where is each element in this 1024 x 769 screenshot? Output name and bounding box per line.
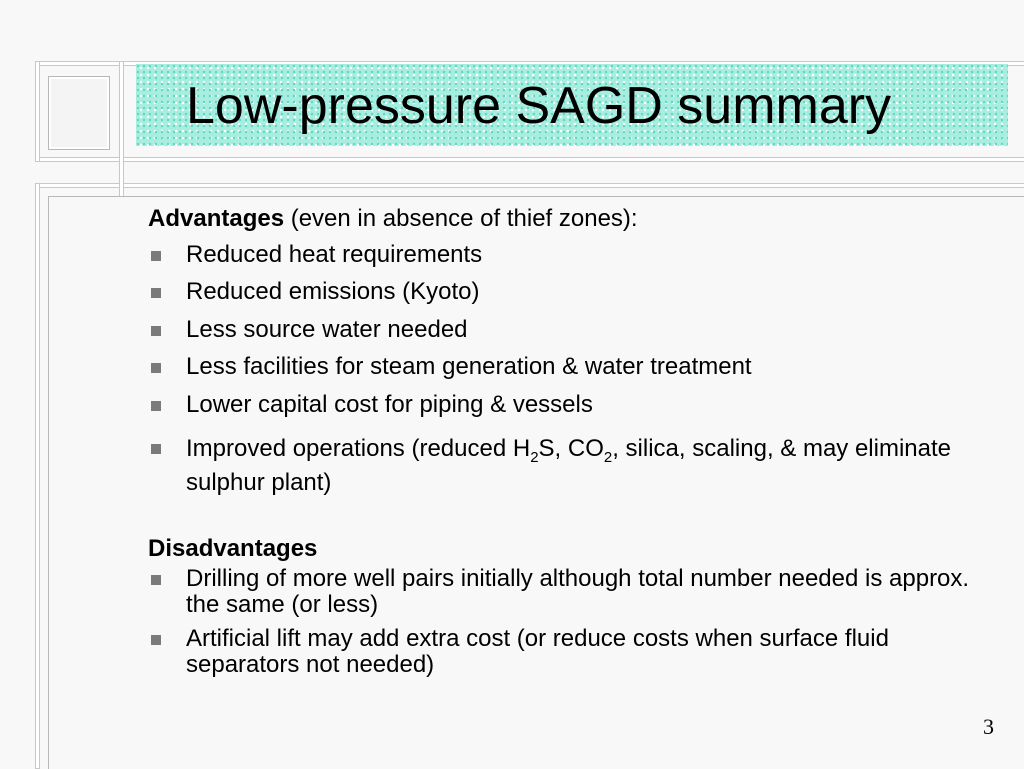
square-bullet-icon [151,251,161,261]
square-bullet-icon [151,363,161,373]
list-item [148,317,1008,343]
frame-line-outer-left [36,62,39,161]
page-number: 3 [983,714,994,739]
disadvantage-text: Drilling of more well pairs initially although total number needed is approx. the same (or less) [186,564,970,618]
frame-line-content-top [36,184,1024,187]
list-item [148,432,1008,500]
slide-title: Low-pressure SAGD summary [186,77,892,135]
subscript-2: 2 [603,448,613,466]
improved-ops-text-2: S, CO [538,434,604,462]
advantage-text: Reduced emissions (Kyoto) [186,278,480,305]
disadvantages-label: Disadvantages [148,534,318,562]
square-bullet-icon [151,444,161,454]
advantage-text: Less facilities for steam generation & water treatment [186,353,752,380]
corner-decoration-box [48,76,110,150]
advantages-qualifier: (even in absence of thief zones): [284,205,638,232]
list-item [148,392,1008,418]
advantages-list [148,242,1008,500]
list-item [148,279,1008,305]
frame-line-mid [36,158,1024,161]
square-bullet-icon [151,401,161,411]
improved-ops-text-1: Improved operations (reduced H [186,434,531,462]
advantages-heading [148,204,1008,234]
slide-content [148,204,1008,678]
list-item [148,566,1008,618]
list-item [148,354,1008,380]
list-item [148,626,1008,678]
advantages-label: Advantages [148,205,285,232]
square-bullet-icon [151,635,161,645]
frame-line-outer-left-lower [36,184,39,768]
disadvantages-heading [148,534,1008,564]
square-bullet-icon [151,288,161,298]
square-bullet-icon [151,326,161,336]
advantage-text: Less source water needed [186,315,468,343]
disadvantages-list [148,566,1008,678]
subscript-2: 2 [530,448,539,466]
square-bullet-icon [151,575,161,585]
list-item [148,242,1008,268]
improved-ops-text-3: , silica, scaling, & may eliminate sulphur plant) [186,434,952,496]
disadvantage-text: Artificial lift may add extra cost (or reduce costs when surface fluid separators not needed) [186,624,889,678]
advantage-text: Lower capital cost for piping & vessels [186,390,593,418]
advantage-text: Reduced heat requirements [186,240,483,268]
